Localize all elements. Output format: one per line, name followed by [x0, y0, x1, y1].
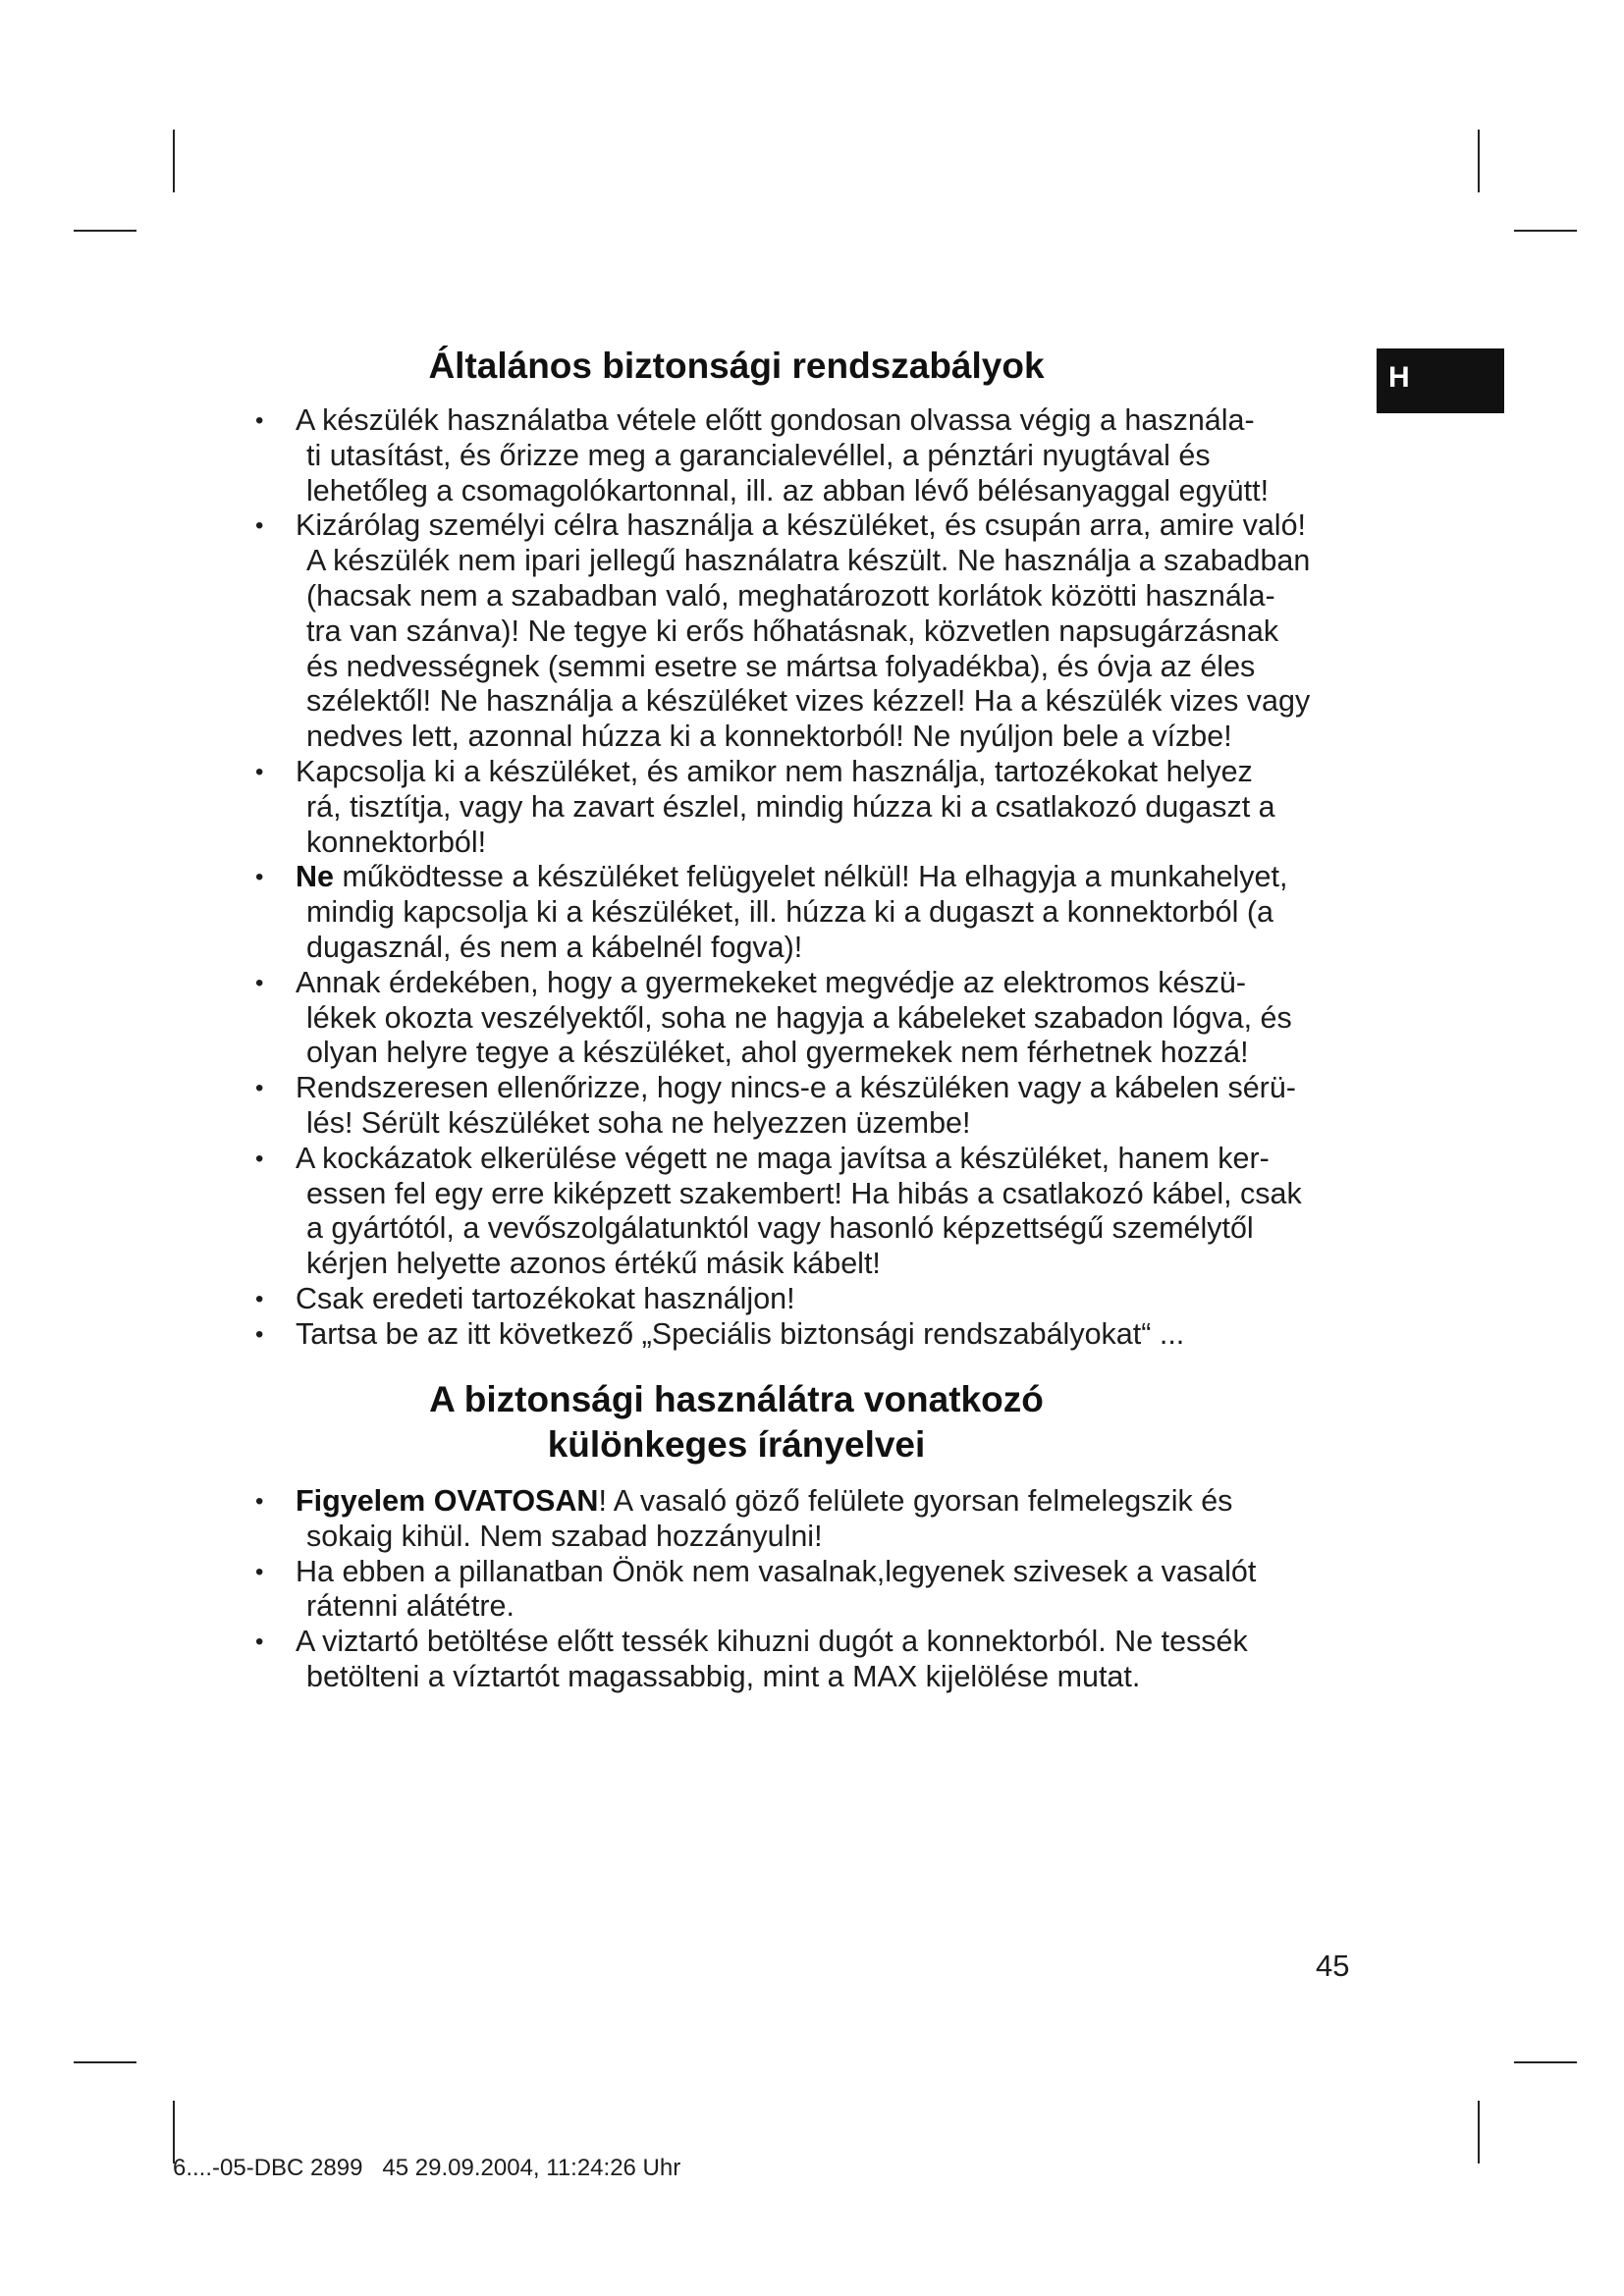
item-line: betölteni a víztartót magassabbig, mint a MAX kijelölése mutat.: [306, 1659, 1141, 1693]
item-line: essen fel egy erre kiképzett szakembert! Ha hibás a csatlakozó kábel, csak: [306, 1176, 1302, 1210]
item-line: (hacsak nem a szabadban való, meghatározott korlátok közötti használa-: [306, 578, 1275, 613]
bullet-icon: •: [255, 1320, 264, 1348]
list-item: [255, 1317, 1384, 1353]
list-item: [255, 860, 1384, 965]
list-item: [255, 1555, 1384, 1626]
crop-mark-top-right-vertical: [1478, 130, 1480, 192]
item-line: A készülék használatba vétele előtt gondosan olvassa végig a használa-: [296, 403, 1255, 437]
item-line: Rendszeresen ellenőrizze, hogy nincs-e a készüléken vagy a kábelen sérü-: [296, 1071, 1296, 1105]
item-line: Kapcsolja ki a készüléket, és amikor nem használja, tartozékokat helyez: [296, 754, 1253, 788]
item-line: és nedvességnek (semmi esetre se mártsa folyadékba), és óvja az éles: [306, 649, 1256, 683]
item-line: a gyártótól, a vevőszolgálatunktól vagy hasonló képzettségű személytől: [306, 1211, 1254, 1246]
item-line: rá, tisztítja, vagy ha zavart észlel, mindig húzza ki a csatlakozó dugaszt a: [306, 789, 1275, 824]
language-tab: H: [1377, 348, 1504, 413]
item-line: lés! Sérült készüléket soha ne helyezzen üzembe!: [306, 1105, 971, 1140]
bullet-icon: •: [255, 969, 264, 996]
section-title-line: különkeges írányelvei: [547, 1424, 926, 1465]
item-line: Kizárólag személyi célra használja a készüléket, és csupán arra, amire való!: [296, 508, 1307, 543]
crop-mark-top-left-vertical: [173, 130, 175, 192]
emphasis-text: Ne: [296, 860, 334, 894]
list-item: [255, 403, 1384, 508]
list-item: [255, 1625, 1384, 1695]
section-title-special-safety: [255, 1377, 1218, 1468]
item-line: szélektől! Ne használja a készüléket vizes kézzel! Ha a készülék vizes vagy: [306, 684, 1311, 719]
item-line: Csak eredeti tartozékokat használjon!: [296, 1281, 795, 1315]
bullet-icon: •: [255, 758, 264, 785]
general-safety-list: [255, 403, 1384, 1353]
bullet-icon: •: [255, 1488, 264, 1515]
crop-mark-bottom-right-horizontal: [1514, 2061, 1577, 2063]
bullet-icon: •: [255, 1075, 264, 1102]
item-line: mindig kapcsolja ki a készüléket, ill. húzza ki a dugaszt a konnektorból (a: [306, 895, 1273, 930]
item-line: konnektorból!: [306, 825, 487, 859]
section-title-general-safety: Általános biztonsági rendszabályok: [428, 346, 1045, 386]
bullet-icon: •: [255, 407, 264, 434]
item-line: olyan helyre tegye a készüléket, ahol gyermekek nem férhetnek hozzá!: [306, 1036, 1249, 1070]
bullet-icon: •: [255, 1145, 264, 1172]
list-item: [255, 1142, 1384, 1282]
item-line: lékek okozta veszélyektől, soha ne hagyja a kábeleket szabadon lógva, és: [306, 1000, 1292, 1035]
list-item: [255, 755, 1384, 860]
item-line: dugasznál, és nem a kábelnél fogva)!: [306, 930, 803, 964]
item-line: sokaig kihül. Nem szabad hozzányulni!: [306, 1519, 823, 1553]
item-line: nedves lett, azonnal húzza ki a konnektorból! Ne nyúljon bele a vízbe!: [306, 720, 1232, 754]
page-number: 45: [1316, 1949, 1350, 1983]
section-title-line: A biztonsági használátra vonatkozó: [429, 1379, 1044, 1419]
bullet-icon: •: [255, 512, 264, 540]
list-item: [255, 1071, 1384, 1142]
item-line: lehetőleg a csomagolókartonnal, ill. az abban lévő bélésanyaggal együtt!: [306, 473, 1270, 507]
special-safety-list: [255, 1484, 1384, 1695]
item-line: Tartsa be az itt következő „Speciális biztonsági rendszabályokat“ ...: [296, 1316, 1185, 1351]
item-line: A készülék nem ipari jellegű használatra készült. Ne használja a szabadban: [306, 544, 1311, 578]
bullet-icon: •: [255, 1558, 264, 1585]
print-info-footer: 6....-05-DBC 2899 45 29.09.2004, 11:24:26 Uhr: [173, 2155, 681, 2181]
item-line: kérjen helyette azonos értékű másik kábelt!: [306, 1247, 881, 1281]
item-line: működtesse a készüléket felügyelet nélkül! Ha elhagyja a munkahelyet,: [334, 860, 1288, 894]
bullet-icon: •: [255, 1629, 264, 1656]
item-line: rátenni alátétre.: [306, 1589, 514, 1624]
item-line: ti utasítást, és őrizze meg a garancialevéllel, a pénztári nyugtával és: [306, 438, 1211, 472]
item-line: A viztartó betöltése előtt tessék kihuzni dugót a konnektorból. Ne tessék: [296, 1625, 1248, 1659]
list-item: [255, 1282, 1384, 1317]
list-item: [255, 966, 1384, 1071]
list-item: [255, 1484, 1384, 1555]
crop-mark-top-right-horizontal: [1514, 230, 1577, 232]
crop-mark-bottom-right-vertical: [1478, 2101, 1480, 2163]
item-line: tra van szánva)! Ne tegye ki erős hőhatásnak, közvetlen napsugárzásnak: [306, 614, 1279, 648]
bullet-icon: •: [255, 864, 264, 891]
bullet-icon: •: [255, 1285, 264, 1312]
item-line: A kockázatok elkerülése végett ne maga javítsa a készüléket, hanem ker-: [296, 1141, 1270, 1175]
item-line: ! A vasaló göző felülete gyorsan felmelegszik és: [598, 1484, 1233, 1518]
item-line: Ha ebben a pillanatban Önök nem vasalnak,legyenek szivesek a vasalót: [296, 1554, 1257, 1588]
emphasis-text: Figyelem OVATOSAN: [296, 1484, 599, 1518]
crop-mark-bottom-left-horizontal: [74, 2061, 136, 2063]
list-item: [255, 508, 1384, 755]
crop-mark-top-left-horizontal: [74, 230, 136, 232]
item-line: Annak érdekében, hogy a gyermekeket megvédje az elektromos készü-: [296, 965, 1247, 999]
